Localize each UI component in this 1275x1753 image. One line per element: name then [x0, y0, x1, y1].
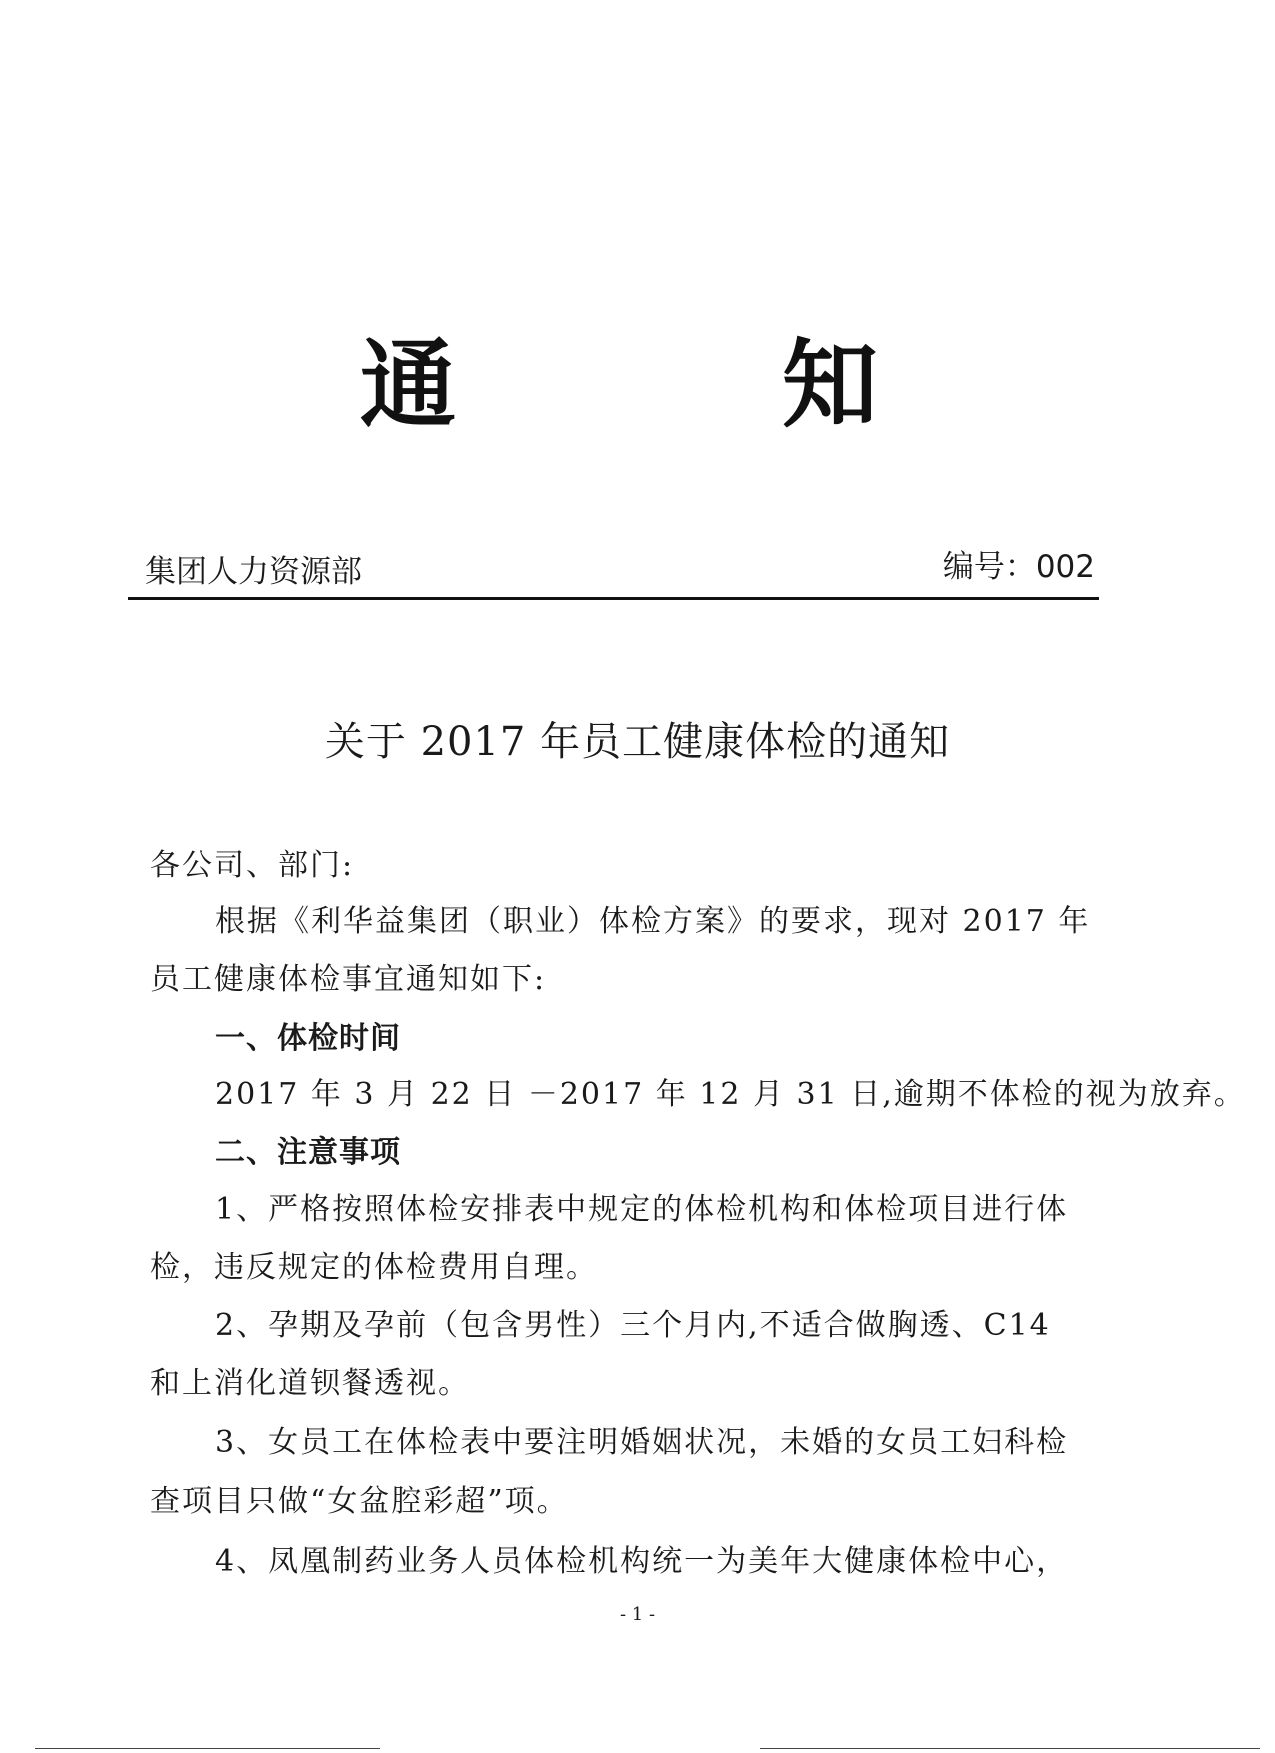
- section-2-heading: 二、注意事项: [215, 1135, 401, 1170]
- intro-line-1: 根据《利华益集团（职业）体检方案》的要求，现对 2017 年: [215, 904, 1091, 939]
- salutation: 各公司、部门:: [150, 848, 355, 883]
- page-number: - 1 -: [619, 1604, 656, 1625]
- item-2-line-2: 和上消化道钡餐透视。: [150, 1366, 470, 1401]
- item-2-line-1: 2、孕期及孕前（包含男性）三个月内,不适合做胸透、C14: [215, 1308, 1051, 1343]
- item-3-line-1: 3、女员工在体检表中要注明婚姻状况，未婚的女员工妇科检: [215, 1425, 1069, 1460]
- item-1-line-1: 1、严格按照体检安排表中规定的体检机构和体检项目进行体: [215, 1192, 1069, 1227]
- document-title: 关于 2017 年员工健康体检的通知: [324, 719, 951, 765]
- header-divider: [128, 597, 1099, 600]
- scan-edge-mark-right: [760, 1748, 1260, 1749]
- scan-edge-mark-left: [35, 1748, 380, 1749]
- section-1-text: 2017 年 3 月 22 日 －2017 年 12 月 31 日,逾期不体检的视为放弃。: [215, 1077, 1246, 1112]
- issuing-department: 集团人力资源部: [145, 554, 362, 590]
- section-1-heading: 一、体检时间: [215, 1021, 401, 1056]
- item-1-line-2: 检，违反规定的体检费用自理。: [150, 1250, 598, 1285]
- item-4-line-1: 4、凤凰制药业务人员体检机构统一为美年大健康体检中心，: [215, 1544, 1069, 1579]
- intro-line-2: 员工健康体检事宜通知如下:: [150, 962, 547, 997]
- document-number: 编号：002: [942, 549, 1095, 585]
- heading-char-2: 知: [782, 328, 878, 441]
- item-3-line-2: 查项目只做“女盆腔彩超”项。: [150, 1484, 569, 1519]
- heading-char-1: 通: [360, 328, 456, 441]
